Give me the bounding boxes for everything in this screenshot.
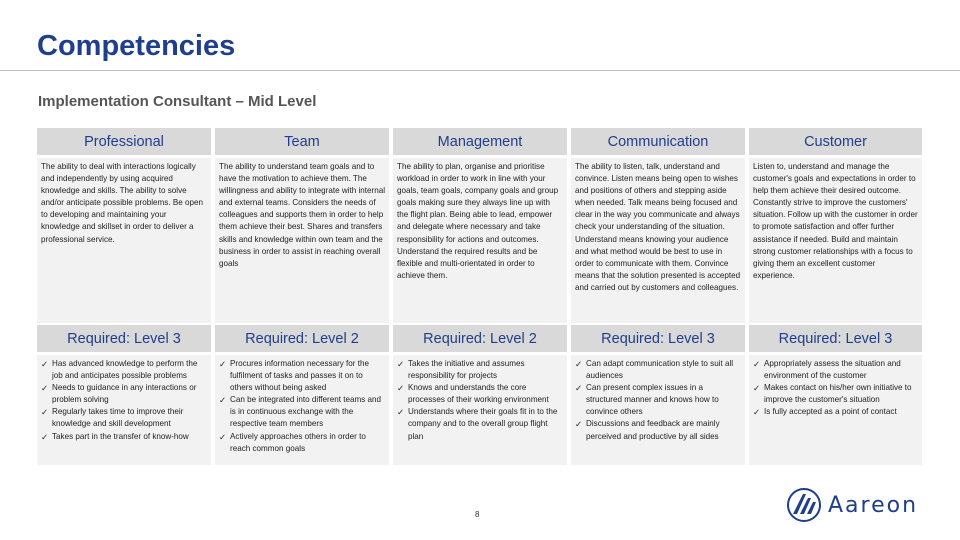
checkmark-icon: ✓ bbox=[397, 383, 405, 394]
checklist-item: ✓ Has advanced knowledge to perform the job and anticipates possible problems bbox=[41, 359, 198, 381]
required-level-team: Required: Level 2 bbox=[215, 325, 389, 352]
checkmark-icon: ✓ bbox=[753, 407, 761, 418]
checkmark-icon: ✓ bbox=[575, 359, 583, 369]
checkmark-icon: ✓ bbox=[219, 359, 227, 369]
checkmark-icon: ✓ bbox=[219, 431, 227, 442]
required-level-management: Required: Level 2 bbox=[393, 325, 567, 352]
checklist-item: ✓ Discussions and feedback are mainly perceived and productive by all sides bbox=[575, 419, 720, 441]
checkmark-icon: ✓ bbox=[41, 407, 49, 418]
column-header-professional: Professional bbox=[37, 128, 211, 155]
column-header-team: Team bbox=[215, 128, 389, 155]
checklist-item: ✓ Needs to guidance in any interactions or problem solving bbox=[41, 383, 197, 405]
aareon-logo bbox=[786, 487, 928, 523]
checklist-item: ✓ Appropriately assess the situation and environment of the customer bbox=[753, 359, 901, 381]
checkmark-icon: ✓ bbox=[753, 359, 761, 369]
checkmark-icon: ✓ bbox=[41, 431, 49, 442]
checkmark-icon: ✓ bbox=[41, 359, 49, 369]
required-level-customer: Required: Level 3 bbox=[749, 325, 922, 352]
checklist-team bbox=[215, 355, 389, 465]
checkmark-icon: ✓ bbox=[41, 383, 49, 394]
description-management: The ability to plan, organise and prioritise workload in order to work in line with your goals, team goals, company goals and group goals making sure they always line up with the flight plan. Being able to lead, empower and delegate where necessary and take responsibility for actions and outcomes. Understand the required results and be flexible and multi-orientated in order to achieve them. bbox=[393, 158, 567, 323]
page-title: Competencies bbox=[37, 30, 236, 62]
checklist-customer bbox=[749, 355, 922, 465]
checklist-item: ✓ Can be integrated into different teams and is in continuous exchange with the respective team members bbox=[219, 395, 382, 429]
checklist-management bbox=[393, 355, 567, 465]
checkmark-icon: ✓ bbox=[753, 383, 761, 394]
checklist-item: ✓ Makes contact on his/her own initiative to improve the customer's situation bbox=[753, 383, 912, 405]
checklist-item: ✓ Understands where their goals fit in to the company and to the overall group flight plan bbox=[397, 407, 558, 441]
checklist-item: ✓ Takes part in the transfer of know-how bbox=[41, 431, 189, 442]
logo-wordmark: Aareon bbox=[828, 492, 919, 518]
column-header-management: Management bbox=[393, 128, 567, 155]
title-divider bbox=[0, 70, 960, 71]
description-professional: The ability to deal with interactions logically and independently by using acquired knowledge and skills. The ability to solve and/or anticipate possible problems. Be open to developing and maintaining your knowledge and skillset in order to deliver a professional service. bbox=[37, 158, 211, 323]
checklist-item: ✓ Is fully accepted as a point of contact bbox=[753, 407, 897, 418]
description-communication: The ability to listen, talk, understand and convince. Listen means being open to wishes and positions of others and stepping aside when needed. Talk means being focused and clear in the way you communicate and always check your understanding of the situation. Understand means knowing your audience and what method would be best to use in order to communicate with them. Convince means that the solution presented is accepted and carried out by customers and colleagues. bbox=[571, 158, 745, 323]
checklist-professional bbox=[37, 355, 211, 465]
required-level-communication: Required: Level 3 bbox=[571, 325, 745, 352]
checklist-item: ✓ Procures information necessary for the fulfilment of tasks and passes it on to others without being asked bbox=[219, 359, 370, 393]
checklist-item: ✓ Can present complex issues in a structured manner and knows how to convince others bbox=[575, 383, 719, 417]
checkmark-icon: ✓ bbox=[575, 419, 583, 430]
checkmark-icon: ✓ bbox=[219, 395, 227, 406]
checklist-item: ✓ Knows and understands the core processes of their working environment bbox=[397, 383, 549, 405]
required-level-professional: Required: Level 3 bbox=[37, 325, 211, 352]
page-subtitle: Implementation Consultant – Mid Level bbox=[38, 93, 317, 110]
column-header-communication: Communication bbox=[571, 128, 745, 155]
checklist-item: ✓ Regularly takes time to improve their knowledge and skill development bbox=[41, 407, 184, 429]
checkmark-icon: ✓ bbox=[397, 407, 405, 418]
page-number: 8 bbox=[475, 510, 480, 519]
checkmark-icon: ✓ bbox=[575, 383, 583, 394]
aareon-logo-icon bbox=[786, 487, 822, 523]
checklist-item: ✓ Takes the initiative and assumes responsibility for projects bbox=[397, 359, 525, 381]
checklist-item: ✓ Can adapt communication style to suit all audiences bbox=[575, 359, 734, 381]
description-customer: Listen to, understand and manage the customer's goals and expectations in order to help them achieve their desired outcome. Constantly strive to improve the customers' situation. Follow up with the customer in order to promote satisfaction and offer further assistance if needed. Build and maintain strong customer relationships with a focus to giving them an excellent customer experience. bbox=[749, 158, 922, 323]
column-header-customer: Customer bbox=[749, 128, 922, 155]
checkmark-icon: ✓ bbox=[397, 359, 405, 369]
checklist-item: ✓ Actively approaches others in order to reach common goals bbox=[219, 431, 366, 453]
checklist-communication bbox=[571, 355, 745, 465]
description-team: The ability to understand team goals and to have the motivation to achieve them. The willingness and ability to integrate with internal and external teams. Considers the needs of colleagues and supports them in order to help them achieve their best. Shares and transfers skills and knowledge within own team and the business in order to assist in reaching overall goals bbox=[215, 158, 389, 323]
competency-table bbox=[37, 128, 926, 465]
